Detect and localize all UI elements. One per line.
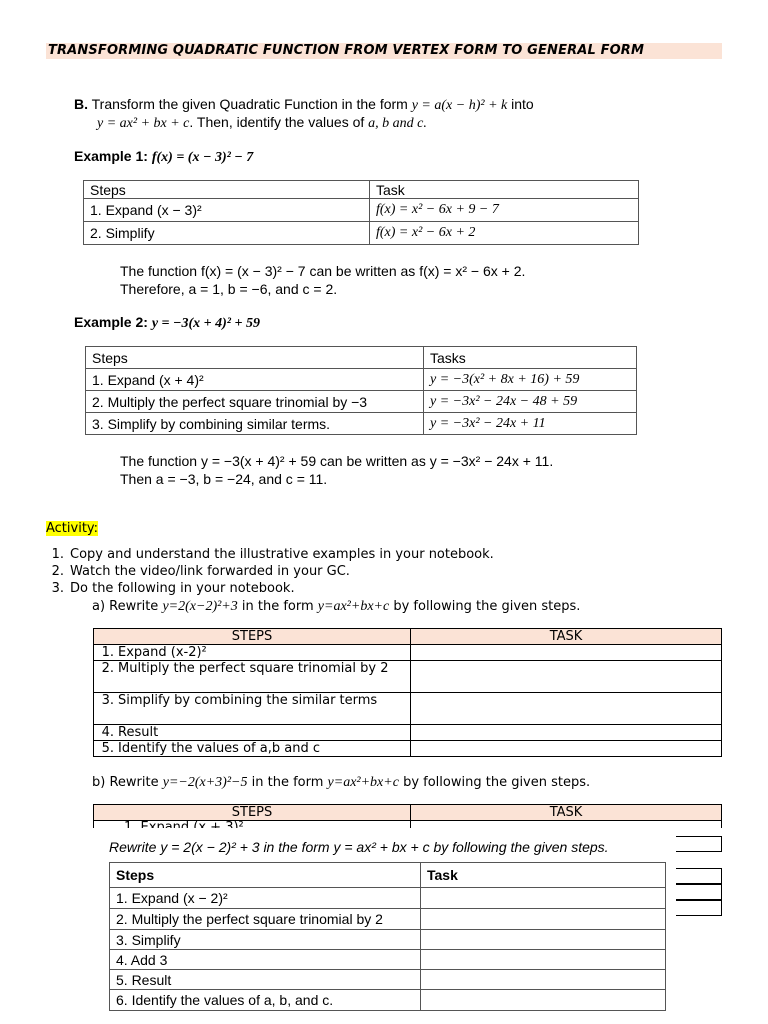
step-cell: 1. Expand (x − 2)²: [110, 888, 421, 909]
example1-label: Example 1:: [74, 148, 148, 164]
activity-a-instruction: [92, 598, 580, 616]
instruction-mid: in the form: [251, 775, 324, 790]
table-header-row: [94, 629, 722, 645]
example2-summary1: The function y = −3(x + 4)² + 59 can be written as y = −3x² − 24x + 11.: [120, 453, 554, 469]
task-cell: f(x) = x² − 6x + 9 − 7: [370, 199, 639, 222]
step-number: 5.: [101, 741, 114, 756]
example2-function: y = −3(x + 4)² + 59: [151, 316, 260, 331]
step-cell: 2. Multiply the perfect square trinomial by −3: [86, 391, 424, 413]
task-input-cell[interactable]: [411, 741, 722, 757]
header-steps: Steps: [86, 347, 424, 369]
table-b-edge: [676, 836, 722, 852]
step-cell: 2. Multiply the perfect square trinomial by 2: [110, 909, 421, 930]
task-cell[interactable]: [421, 990, 666, 1011]
example2-heading: [74, 313, 260, 333]
step-text: Simplify by combining the similar terms: [118, 693, 378, 708]
table-row: [110, 888, 666, 909]
activity-b-instruction: [92, 774, 590, 792]
step-cell: 2. Simplify: [84, 222, 370, 245]
instruction-suffix: by following the given steps.: [403, 775, 591, 790]
table-row: [110, 970, 666, 990]
snippet-table: [109, 862, 666, 1011]
header-task: Task: [370, 181, 639, 199]
step-cell: 5. Result: [110, 970, 421, 990]
table-header-row: [84, 181, 639, 199]
list-item: 1. Copy and understand the illustrative examples in your notebook.: [51, 547, 494, 562]
step-text: Expand (x-2)²: [118, 645, 207, 660]
task-cell: y = −3x² − 24x + 11: [424, 413, 637, 435]
list-item-text: Do the following in your notebook.: [70, 581, 295, 596]
vertex-form: y = a(x − h)² + k: [411, 98, 508, 113]
task-cell: y = −3x² − 24x − 48 + 59: [424, 391, 637, 413]
table-row: [84, 222, 639, 245]
task-cell[interactable]: [421, 930, 666, 950]
step-text: Multiply the perfect square trinomial by 2: [118, 661, 389, 676]
step-text: Result: [118, 725, 159, 740]
section-b-text: Transform the given Quadratic Function in the form: [91, 96, 408, 112]
task-input-cell[interactable]: [411, 725, 722, 741]
snippet-caption: Rewrite y = 2(x − 2)² + 3 in the form y = ax² + bx + c by following the given steps.: [109, 839, 609, 855]
table-row: [94, 741, 722, 757]
step-cell: 4. Add 3: [110, 950, 421, 970]
page-title: TRANSFORMING QUADRATIC FUNCTION FROM VERTEX FORM TO GENERAL FORM: [46, 43, 722, 59]
step-cell: 6. Identify the values of a, b, and c.: [110, 990, 421, 1011]
step-cell: 1. Expand (x + 4)²: [86, 369, 424, 391]
header-steps: Steps: [110, 863, 421, 888]
table-row: [94, 661, 722, 693]
list-item: 2. Watch the video/link forwarded in your GC.: [51, 564, 350, 579]
table-row: [94, 725, 722, 741]
task-cell[interactable]: [421, 909, 666, 930]
table-row: [110, 930, 666, 950]
step-number: 3.: [101, 693, 114, 708]
activity-label: Activity:: [46, 521, 99, 536]
activity-heading: [46, 520, 98, 537]
task-cell[interactable]: [421, 888, 666, 909]
header-steps: STEPS: [94, 629, 411, 645]
table-b-edge: [676, 884, 722, 900]
example2-summary2: Then a = −3, b = −24, and c = 11.: [120, 471, 328, 487]
header-task: Task: [421, 863, 666, 888]
task-cell: y = −3(x² + 8x + 16) + 59: [424, 369, 637, 391]
instruction-form: y=ax²+bx+c: [327, 775, 399, 790]
instruction-prefix: a) Rewrite: [92, 599, 159, 614]
table-row: [94, 645, 722, 661]
section-b-into: into: [511, 96, 534, 112]
table-header-row: [86, 347, 637, 369]
instruction-mid: in the form: [241, 599, 314, 614]
example2-label: Example 2:: [74, 314, 148, 330]
header-task: TASK: [411, 805, 722, 821]
list-item-text: Watch the video/link forwarded in your GC.: [70, 564, 350, 579]
list-item-text: Copy and understand the illustrative examples in your notebook.: [70, 547, 494, 562]
example1-summary1: The function f(x) = (x − 3)² − 7 can be written as f(x) = x² − 6x + 2.: [120, 263, 526, 279]
step-number: 4.: [101, 725, 114, 740]
section-b-label: B.: [74, 96, 88, 112]
step-cell: 3. Simplify: [110, 930, 421, 950]
table-row: [110, 950, 666, 970]
step-cell: 3. Simplify by combining similar terms.: [86, 413, 424, 435]
instruction-expression: y=2(x−2)²+3: [162, 599, 238, 614]
activity-list: [46, 546, 494, 597]
task-cell: f(x) = x² − 6x + 2: [370, 222, 639, 245]
header-steps: STEPS: [94, 805, 411, 821]
table-row: [86, 391, 637, 413]
header-task: TASK: [411, 629, 722, 645]
example1-function: f(x) = (x − 3)² − 7: [151, 150, 254, 165]
instruction-expression: y=−2(x+3)²−5: [162, 775, 248, 790]
table-row: [84, 199, 639, 222]
general-form: y = ax² + bx + c: [97, 116, 190, 131]
section-b-intro-line1: [74, 95, 534, 115]
section-b-text2: . Then, identify the values of: [189, 114, 365, 130]
instruction-form: y=ax²+bx+c: [317, 599, 390, 614]
task-cell[interactable]: [421, 950, 666, 970]
header-tasks: Tasks: [424, 347, 637, 369]
table-header-row: [94, 805, 722, 821]
task-input-cell[interactable]: [411, 693, 722, 725]
section-b-intro-line2: [97, 113, 427, 133]
table-row: [86, 413, 637, 435]
activity-a-table: [93, 628, 722, 757]
table-header-row: [110, 863, 666, 888]
table-row: [86, 369, 637, 391]
step-text: Identify the values of a,b and c: [118, 741, 320, 756]
example1-summary2: Therefore, a = 1, b = −6, and c = 2.: [120, 281, 338, 297]
task-input-cell[interactable]: [411, 645, 722, 661]
table-b-edge: [676, 900, 722, 916]
example2-table: [85, 346, 637, 435]
step-number: 2.: [101, 661, 114, 676]
example1-heading: [74, 147, 253, 167]
table-row: [94, 693, 722, 725]
list-item: 3. Do the following in your notebook.: [51, 581, 295, 596]
instruction-suffix: by following the given steps.: [393, 599, 581, 614]
section-b-vars: a, b and c.: [368, 116, 427, 131]
instruction-prefix: b) Rewrite: [92, 775, 159, 790]
task-cell[interactable]: [421, 970, 666, 990]
step-number: 1.: [101, 645, 114, 660]
header-steps: Steps: [84, 181, 370, 199]
table-row: [110, 990, 666, 1011]
task-input-cell[interactable]: [411, 661, 722, 693]
table-row: [110, 909, 666, 930]
table-b-edge: [676, 868, 722, 884]
step-cell: 1. Expand (x − 3)²: [84, 199, 370, 222]
example1-table: [83, 180, 639, 245]
